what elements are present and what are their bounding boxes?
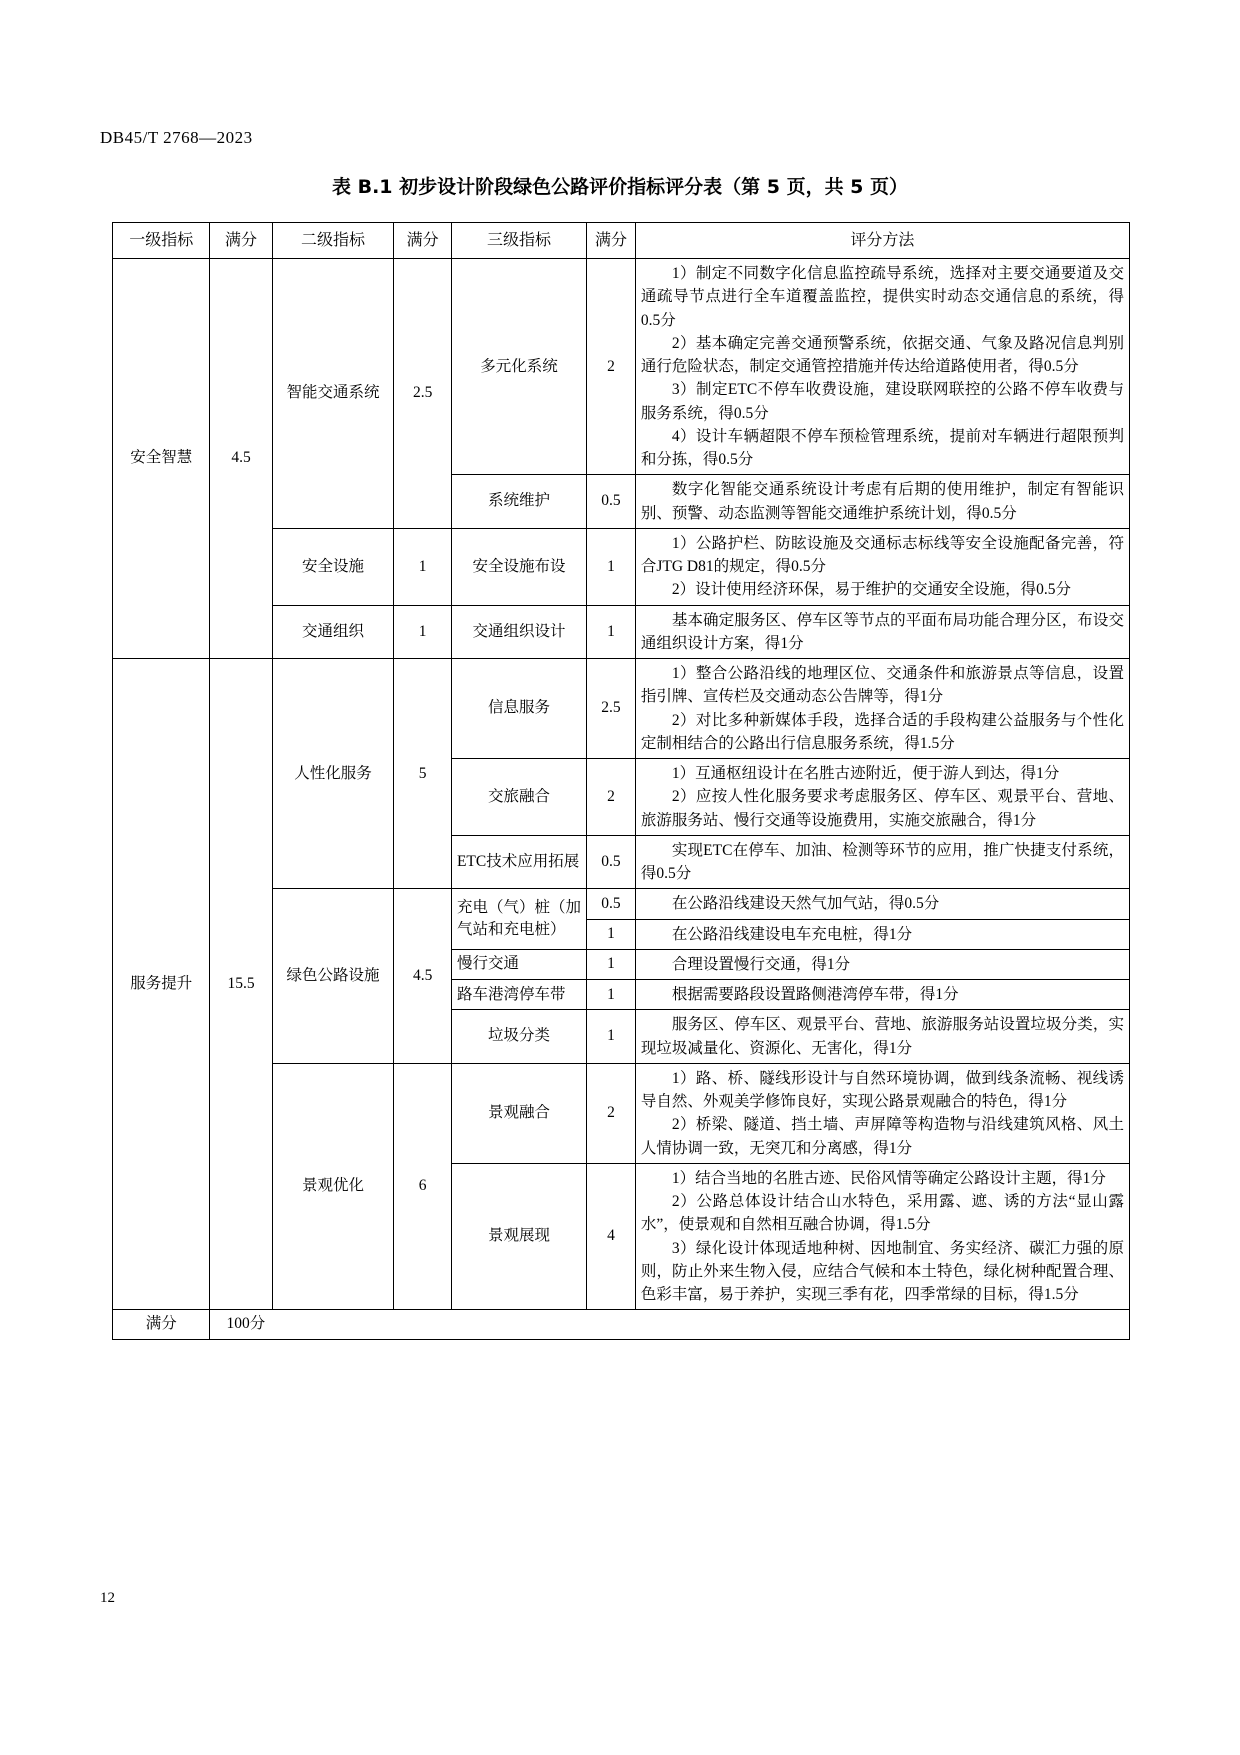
column-header-l1: 一级指标: [113, 223, 210, 259]
level2-score: 6: [394, 1063, 452, 1310]
level3-score: 2: [587, 759, 636, 836]
level3-indicator: 多元化系统: [451, 259, 586, 475]
level3-indicator: 充电（气）桩（加气站和充电桩）: [451, 889, 586, 950]
level3-score: 4: [587, 1163, 636, 1310]
scoring-table: [112, 222, 1130, 1340]
table-header-row: [113, 223, 1130, 259]
scoring-method: 根据需要路段设置路侧港湾停车带，得1分: [635, 980, 1129, 1010]
column-header-l2: 二级指标: [272, 223, 394, 259]
level1-score: 15.5: [210, 659, 272, 1310]
level2-indicator: 交通组织: [272, 605, 394, 659]
scoring-method: 1）互通枢纽设计在名胜古迹附近，便于游人到达，得1分 2）应按人性化服务要求考虑服务区、停车区、观景平台、营地、旅游服务站、慢行交通等设施费用，实施交旅融合，得1分: [635, 759, 1129, 836]
level3-indicator: 安全设施布设: [451, 528, 586, 605]
scoring-method: 实现ETC在停车、加油、检测等环节的应用，推广快捷支付系统，得0.5分: [635, 835, 1129, 889]
level2-score: 2.5: [394, 259, 452, 529]
scoring-method: 在公路沿线建设电车充电桩，得1分: [635, 919, 1129, 949]
level3-indicator: 交通组织设计: [451, 605, 586, 659]
level3-indicator: 慢行交通: [451, 949, 586, 979]
level3-score: 2: [587, 1063, 636, 1163]
total-label: 满分: [113, 1310, 210, 1339]
level1-indicator: 服务提升: [113, 659, 210, 1310]
level2-indicator: 绿色公路设施: [272, 889, 394, 1064]
level3-score: 1: [587, 605, 636, 659]
level2-score: 1: [394, 528, 452, 605]
level3-indicator: ETC技术应用拓展: [451, 835, 586, 889]
level3-indicator: 交旅融合: [451, 759, 586, 836]
column-header-method: 评分方法: [635, 223, 1129, 259]
level3-score: 0.5: [587, 889, 636, 919]
level2-indicator: 智能交通系统: [272, 259, 394, 529]
level3-score: 1: [587, 528, 636, 605]
scoring-method: 1）路、桥、隧线形设计与自然环境协调，做到线条流畅、视线诱导自然、外观美学修饰良好，实现公路景观融合的特色，得1分 2）桥梁、隧道、挡土墙、声屏障等构造物与沿线建筑风格、风土人情协调一致，无突兀和分离感，得1分: [635, 1063, 1129, 1163]
level3-indicator: 信息服务: [451, 659, 586, 759]
level2-score: 4.5: [394, 889, 452, 1064]
table-row: [113, 259, 1130, 475]
column-header-l3: 三级指标: [451, 223, 586, 259]
level3-indicator: 景观展现: [451, 1163, 586, 1310]
level3-indicator: 系统维护: [451, 475, 586, 529]
column-header-l2-score: 满分: [394, 223, 452, 259]
scoring-method: 服务区、停车区、观景平台、营地、旅游服务站设置垃圾分类，实现垃圾减量化、资源化、无害化，得1分: [635, 1010, 1129, 1064]
level3-indicator: 景观融合: [451, 1063, 586, 1163]
level2-indicator: 人性化服务: [272, 659, 394, 889]
column-header-l3-score: 满分: [587, 223, 636, 259]
level2-indicator: 安全设施: [272, 528, 394, 605]
level3-score: 1: [587, 949, 636, 979]
scoring-method: 在公路沿线建设天然气加气站，得0.5分: [635, 889, 1129, 919]
level3-score: 2: [587, 259, 636, 475]
page-number: 12: [100, 1590, 115, 1606]
scoring-method: 1）结合当地的名胜古迹、民俗风情等确定公路设计主题，得1分 2）公路总体设计结合山水特色，采用露、遮、诱的方法“显山露水”，使景观和自然相互融合协调，得1.5分 3）绿化设计体现适地种树、因地制宜、务实经济、碳汇力强的原则，防止外来生物入侵，应结合气候和本土特色，绿化树种配置合理、色彩丰富，易于养护，实现三季有花，四季常绿的目标，得1.5分: [635, 1163, 1129, 1310]
scoring-method: 数字化智能交通系统设计考虑有后期的使用维护，制定有智能识别、预警、动态监测等智能交通维护系统计划，得0.5分: [635, 475, 1129, 529]
level3-indicator: 路车港湾停车带: [451, 980, 586, 1010]
level1-score: 4.5: [210, 259, 272, 659]
table-row: [113, 659, 1130, 759]
scoring-method: 1）制定不同数字化信息监控疏导系统，选择对主要交通要道及交通疏导节点进行全车道覆盖监控，提供实时动态交通信息的系统，得0.5分 2）基本确定完善交通预警系统，依据交通、气象及路况信息判别通行危险状态，制定交通管控措施并传达给道路使用者，得0.5分 3）制定ETC不停车收费设施，建设联网联控的公路不停车收费与服务系统，得0.5分 4）设计车辆超限不停车预检管理系统，提前对车辆进行超限预判和分拣，得0.5分: [635, 259, 1129, 475]
level3-score: 1: [587, 980, 636, 1010]
level1-indicator: 安全智慧: [113, 259, 210, 659]
scoring-method: 基本确定服务区、停车区等节点的平面布局功能合理分区，布设交通组织设计方案，得1分: [635, 605, 1129, 659]
level3-score: 1: [587, 919, 636, 949]
level3-score: 0.5: [587, 475, 636, 529]
total-value: 100分: [210, 1310, 1130, 1339]
level2-score: 1: [394, 605, 452, 659]
scoring-method: 1）公路护栏、防眩设施及交通标志标线等安全设施配备完善，符合JTG D81的规定，得0.5分 2）设计使用经济环保，易于维护的交通安全设施，得0.5分: [635, 528, 1129, 605]
scoring-method: 合理设置慢行交通，得1分: [635, 949, 1129, 979]
level3-score: 2.5: [587, 659, 636, 759]
level3-indicator: 垃圾分类: [451, 1010, 586, 1064]
level3-score: 1: [587, 1010, 636, 1064]
column-header-l1-score: 满分: [210, 223, 272, 259]
level3-score: 0.5: [587, 835, 636, 889]
scoring-method: 1）整合公路沿线的地理区位、交通条件和旅游景点等信息，设置指引牌、宣传栏及交通动态公告牌等，得1分 2）对比多种新媒体手段，选择合适的手段构建公益服务与个性化定制相结合的公路出行信息服务系统，得1.5分: [635, 659, 1129, 759]
table-caption: 表 B.1 初步设计阶段绿色公路评价指标评分表（第 5 页，共 5 页）: [331, 176, 909, 198]
page-header: DB45/T 2768—2023: [100, 128, 253, 147]
level2-score: 5: [394, 659, 452, 889]
level2-indicator: 景观优化: [272, 1063, 394, 1310]
table-total-row: [113, 1310, 1130, 1339]
